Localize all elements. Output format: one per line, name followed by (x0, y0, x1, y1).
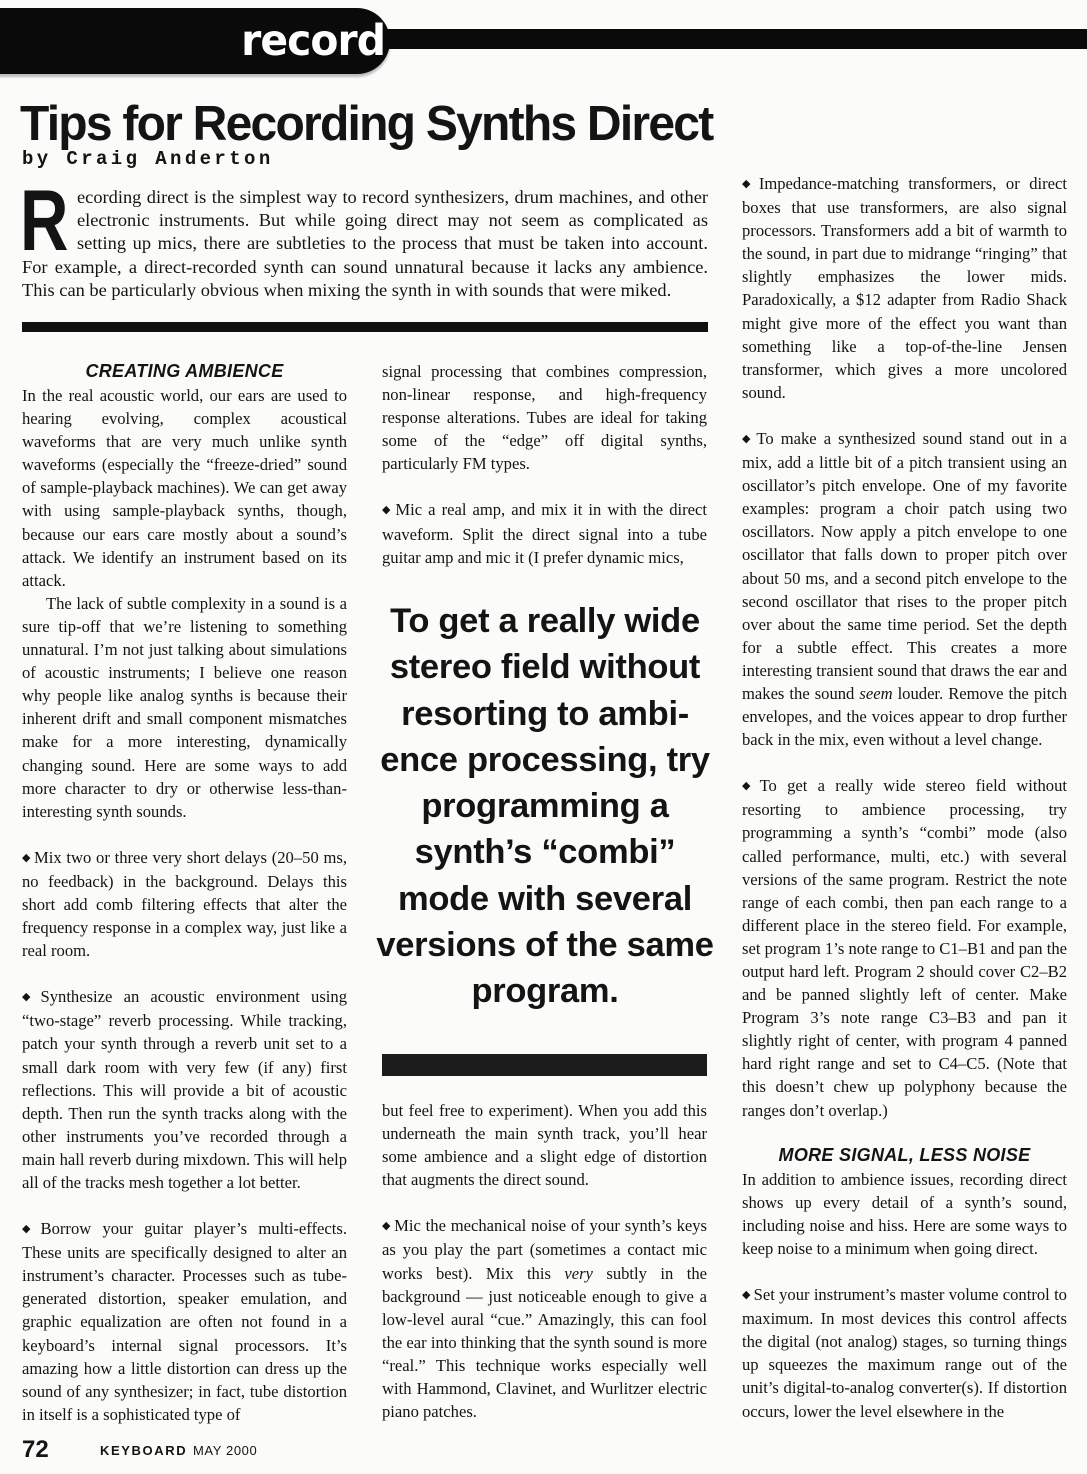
left-column (22, 360, 347, 1426)
pull-quote: To get a really wide stereo field without resorting to ambi-ence processing, try programming a synth’s “combi” mode with several versions of the same program. (376, 602, 714, 1011)
drop-cap: R (20, 173, 69, 269)
subhead-creating-ambience: CREATING AMBIENCE (85, 361, 284, 381)
bullet-item (382, 1214, 707, 1423)
bullet-text: Synthesize an acoustic environment using “two-stage” reverb processing. While tracking, patch your synth through a reverb unit set to a small dark room with very few (if any) first reflections. This will provide a bit of acoustic depth. Then run the synth tracks along with the other instruments you’ve recorded through a main hall reverb during mixdown. This will help all of the tracks mesh together a lot better. (22, 987, 347, 1192)
bullet-text: Set your instrument’s master volume control to maximum. In most devices this control affects the digital (not analog) stages, so turning things up squeezes the maximum range out of the unit’s digital-to-analog converter(s). If distortion occurs, lower the level elsewhere in the (742, 1285, 1067, 1421)
bullet-text: Mix two or three very short delays (20–50 ms, no feedback) in the background. Delays this short add comb filtering effects that alter the frequency response in a complex way, just like a real room. (22, 847, 347, 961)
body-paragraph: The lack of subtle complexity in a sound is a sure tip-off that we’re listening to something unnatural. I’m not just talking about simulations of acoustic instruments; I believe one reason why people like analog synths is because their inherent drift and small component mismatches make for a more interesting, dynamically changing sound. Here are some ways to add more character to dry or otherwise less-than-interesting synth sounds. (22, 593, 347, 821)
magazine-name: KEYBOARD (100, 1443, 188, 1458)
bullet-item (22, 1217, 347, 1426)
body-paragraph: signal processing that combines compression, non-linear response, and high-frequency response alterations. Tubes are ideal for taking some of the “edge” off digital synths, particularly FM types. (382, 362, 707, 474)
bullet-text: Mic a real amp, and mix it in with the direct waveform. Split the direct signal into a tube guitar amp and mic it (I prefer dynamic mics, (382, 500, 707, 567)
middle-column-bottom (382, 1099, 707, 1423)
diamond-bullet-icon: ◆ (742, 178, 756, 190)
diamond-bullet-icon: ◆ (742, 432, 754, 445)
pull-quote-rule (382, 1054, 707, 1076)
bullet-item (742, 427, 1067, 751)
bullet-text: Borrow your guitar player’s multi-effects. These units are specifically designed to alter an instrument’s character. Processes such as tube-generated distortion, speaker emulation, and graphic equalization are often not found in a keyboard’s internal signal processors. It’s amazing how a little distortion can dress up the sound of any synthesizer; in fact, tube distortion in itself is a sophisticated type of (22, 1219, 347, 1424)
intro-text: ecording direct is the simplest way to record synthesizers, drum machines, and other electronic instruments. But while going direct may not seem as complicated as setting up mics, there are subtleties to the process that must be taken into account. For example, a direct-recorded synth can sound unnatural because it lacks any ambience. This can be particularly obvious when mixing the synth in with sounds that were miked. (22, 187, 708, 300)
subhead-more-signal-less-noise: MORE SIGNAL, LESS NOISE (778, 1144, 1031, 1165)
bullet-text: To get a really wide stereo field without resorting to ambience processing, try programming a synth’s “combi” mode (also called performance, multi, etc.) with several versions of the same program. Restrict the note range of each combi, then pan each range to a different place in the stereo field. For example, set program 1’s note range to C1–B1 and pan the output hard left. Program 2 should cover C2–B2 and be panned slightly left of center. Make Program 3’s note range C3–B3 and pan it slightly right of center, with program 4 panned hard right range and set to C4–C5. (Note that this doesn’t chew up polyphony because the ranges don’t overlap.) (742, 776, 1067, 1120)
bullet-text: Mic the mechanical noise of your synth’s keys as you play the part (sometimes a contact mic works best). Mix this (382, 1216, 708, 1283)
middle-column-top (382, 360, 707, 569)
emphasis: seem (859, 683, 893, 703)
bullet-text: louder. Remove the pitch envelopes, and the voices appear to drop further back in the mix, even without a level change. (742, 683, 1067, 750)
bullet-text: To make a synthesized sound stand out in a mix, add a little bit of a pitch transient using an oscillator’s pitch envelope. One of my favorite examples: program a choir patch using two oscillators. Now apply a pitch envelope to one oscillator that falls down to proper pitch over about 50 ms, and a second pitch envelope to the second oscillator that rises to the proper pitch over about the same time period. Set the depth for a subtle effect. This creates a more interesting transient sound that draws the ear and makes the sound (742, 428, 1067, 703)
diamond-bullet-icon: ◆ (22, 851, 32, 864)
bullet-item (742, 774, 1067, 1121)
bullet-item (22, 985, 347, 1194)
article-title: Tips for Recording Synths Direct (20, 97, 713, 151)
bullet-item (22, 846, 347, 962)
diamond-bullet-icon: ◆ (742, 1289, 751, 1302)
body-paragraph: In addition to ambience issues, recording direct shows up every detail of a synth’s sound, including noise and hiss. Here are some ways to keep noise to a minimum when going direct. (742, 1169, 1067, 1258)
issue-date: MAY 2000 (193, 1443, 258, 1458)
body-paragraph: but feel free to experiment). When you add this underneath the main synth track, you’ll hear some ambience and a slight edge of distortion that augments the direct sound. (382, 1101, 707, 1190)
byline: by Craig Anderton (22, 148, 274, 170)
section-label: record (241, 16, 385, 66)
page-number: 72 (22, 1436, 49, 1463)
bullet-text: Impedance-matching transformers, or direct boxes that use transformers, are also signal processors. Transformers add a bit of warmth to the sound, in part due to midrange “ringing” that slightly emphasizes the lower mids. Paradoxically, a $12 adapter from Radio Shack might give more of the effect you want than something like a top-of-the-line Jensen transformer, which gives a more uncolored sound. (742, 174, 1068, 402)
section-banner-rule (380, 29, 1087, 49)
body-paragraph: In the real acoustic world, our ears are used to hearing evolving, complex acoustical waveforms that are very much unlike synth waveforms (especially the “freeze-dried” sound of sample-playback machines). We can get away with using sample-playback synths, though, because our ears care mostly about a sound’s attack. We identify an instrument based on its attack. (22, 386, 347, 590)
bullet-item (742, 172, 1067, 404)
diamond-bullet-icon: ◆ (22, 991, 38, 1004)
bullet-item (382, 498, 707, 568)
bullet-item (742, 1283, 1067, 1423)
intro-paragraph (20, 173, 708, 302)
diamond-bullet-icon: ◆ (382, 1220, 392, 1233)
diamond-bullet-icon: ◆ (382, 504, 393, 517)
divider-rule (22, 322, 708, 332)
right-column (742, 172, 1067, 1423)
diamond-bullet-icon: ◆ (742, 780, 757, 793)
emphasis: very (564, 1263, 593, 1283)
diamond-bullet-icon: ◆ (22, 1223, 38, 1236)
bullet-text: subtly in the background — just noticeable enough to give a low-level aural “cue.” Amazingly, this can fool the ear into thinking that the synth sound is more “real.” This technique works especially well with Hammond, Clavinet, and Wurlitzer electric piano patches. (382, 1263, 707, 1422)
